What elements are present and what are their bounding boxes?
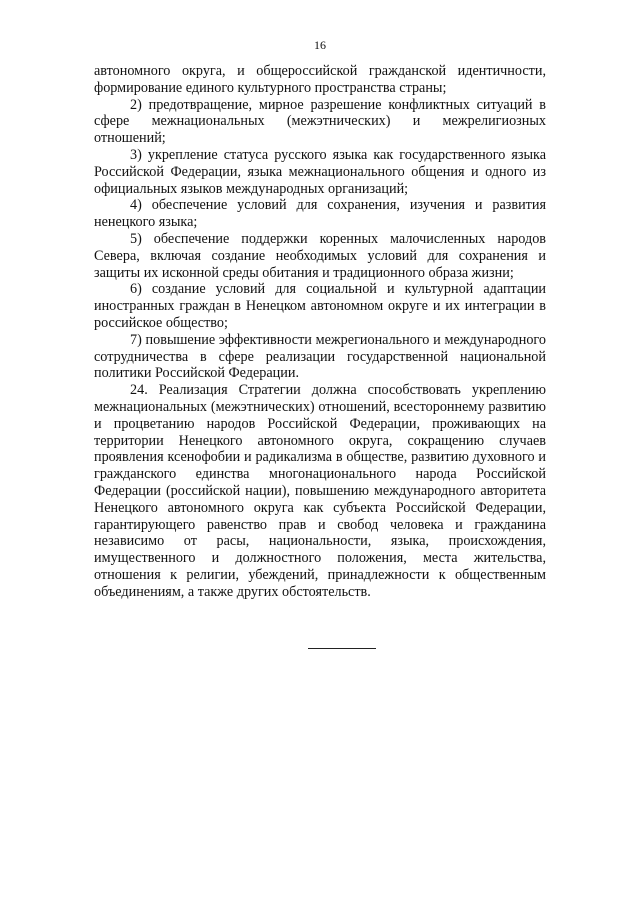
end-separator-line [308, 648, 376, 649]
list-item-3: 3) укрепление статуса русского языка как государственного языка Российской Федерации, языка межнационального общения и одного из официальных языков международных организаций; [94, 146, 546, 197]
list-item-4: 4) обеспечение условий для сохранения, изучения и развития ненецкого языка; [94, 197, 546, 231]
list-item-5: 5) обеспечение поддержки коренных малочисленных народов Севера, включая создание необходимых условий для сохранения и защиты их исконной среды обитания и традиционного образа жизни; [94, 230, 546, 281]
list-item-6: 6) создание условий для социальной и культурной адаптации иностранных граждан в Ненецком автономном округе и их интеграции в российское общество; [94, 281, 546, 331]
document-body [94, 63, 546, 601]
page-number: 16 [314, 38, 326, 52]
list-item-2: 2) предотвращение, мирное разрешение конфликтных ситуаций в сфере межнациональных (межэтнических) и межрелигиозных отношений; [94, 96, 546, 147]
paragraph-continuation: автономного округа, и общероссийской гражданской идентичности, формирование единого культурного пространства страны; [94, 63, 546, 96]
paragraph-24: 24. Реализация Стратегии должна способствовать укреплению межнациональных (межэтнических) отношений, всестороннему развитию и процветанию народов Российской Федерации, проживающих на территории Ненецкого автономного округа, сокращению случаев проявления ксенофобии и радикализма в обществе, развитию духовного и гражданского единства многонационального народа Российской Федерации (российской нации), повышению международного авторитета Ненецкого автономного округа как субъекта Российской Федерации, гарантирующего равенство прав и свобод человека и гражданина независимо от расы, национальности, языка, происхождения, имущественного и должностного положения, места жительства, отношения к религии, убеждений, принадлежности к общественным объединениям, а также других обстоятельств. [94, 382, 546, 600]
list-item-7: 7) повышение эффективности межрегионального и международного сотрудничества в сфере реализации государственной национальной политики Российской Федерации. [94, 331, 546, 382]
